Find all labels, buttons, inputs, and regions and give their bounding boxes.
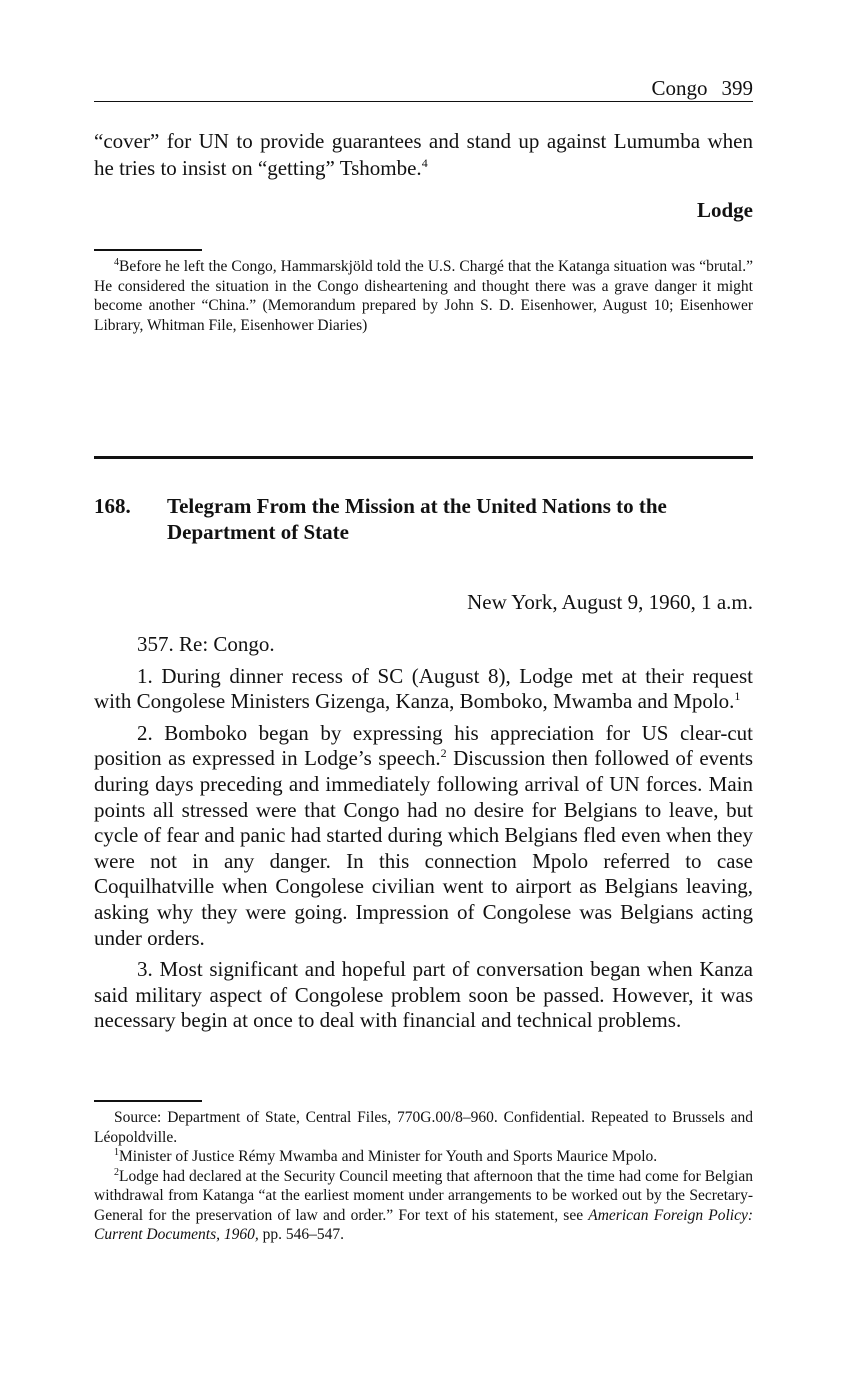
telegram-body [94,632,753,1040]
footnote-block-bottom [94,1108,753,1245]
document-heading [94,493,753,545]
document-page [94,0,753,1379]
page-number: 399 [721,76,753,100]
paragraph-2: 2. Bomboko began by expressing his appreciation for US clear-cut position as expressed in Lodge’s speech.$^2$ Discussion then followed of events during days preceding and immediately following arrival of UN forces. Main points all stressed were that Congo had no desire for Belgians to leave, but cycle of fear and panic had started during which Belgians fled even when they were not in any danger. In this connection Mpolo referred to case Coquilhatville when Congolese civilian went to airport as Belgians leaving, asking why they were going. Impression of Congolese was Belgians acting under orders. [94,720,753,950]
paragraph-ref: 357. Re: Congo. [137,632,275,656]
document-title: Telegram From the Mission at the United Nations to the Department of State [167,494,667,544]
continuation-paragraph: “cover” for UN to provide guarantees and stand up against Lumumba when he tries to insist on “getting” Tshombe.$^4$ [94,129,753,180]
footnote-rule-bottom [94,1100,202,1102]
signature: Lodge [696,198,753,222]
footnote-rule [94,249,202,251]
running-head-title: Congo [651,76,708,100]
footnote-ref: 4 [421,156,428,170]
header-rule [94,101,753,102]
footnote-2: $^2$Lodge had declared at the Security Council meeting that afternoon that the time had come for Belgian withdrawal from Katanga “at the earliest moment under arrangements to be worked out by the Secretary-General for the preservation of law and order.” For text of his statement, see American Foreign Policy: Current Documents, 1960, pp. 546–547. [94,1166,753,1243]
running-head [94,76,753,100]
dateline: New York, August 9, 1960, 1 a.m. [467,590,753,614]
source-note: Source: Department of State, Central Files, 770G.00/8–960. Confidential. Repeated to Brussels and Léopoldville. [94,1109,753,1146]
document-number: 168. [94,494,131,518]
footnote-block-top [94,257,753,335]
paragraph-1: 1. During dinner recess of SC (August 8), Lodge met at their request with Congolese Ministers Gizenga, Kanza, Bomboko, Mwamba and Mpolo.$^1$ [94,663,753,714]
paragraph-3: 3. Most significant and hopeful part of conversation began when Kanza said military aspect of Congolese problem soon be passed. However, it was necessary begin at once to deal with financial and technical problems. [94,957,753,1033]
footnote-1: $^1$Minister of Justice Rémy Mwamba and Minister for Youth and Sports Maurice Mpolo. [114,1147,658,1165]
section-rule [94,456,753,459]
footnote-4: $^4$Before he left the Congo, Hammarskjöld told the U.S. Chargé that the Katanga situation was “brutal.” He considered the situation in the Congo disheartening and thought there was a grave danger it might become another “China.” (Memorandum prepared by John S. D. Eisenhower, August 10; Eisenhower Library, Whitman File, Eisenhower Diaries) [94,257,753,334]
